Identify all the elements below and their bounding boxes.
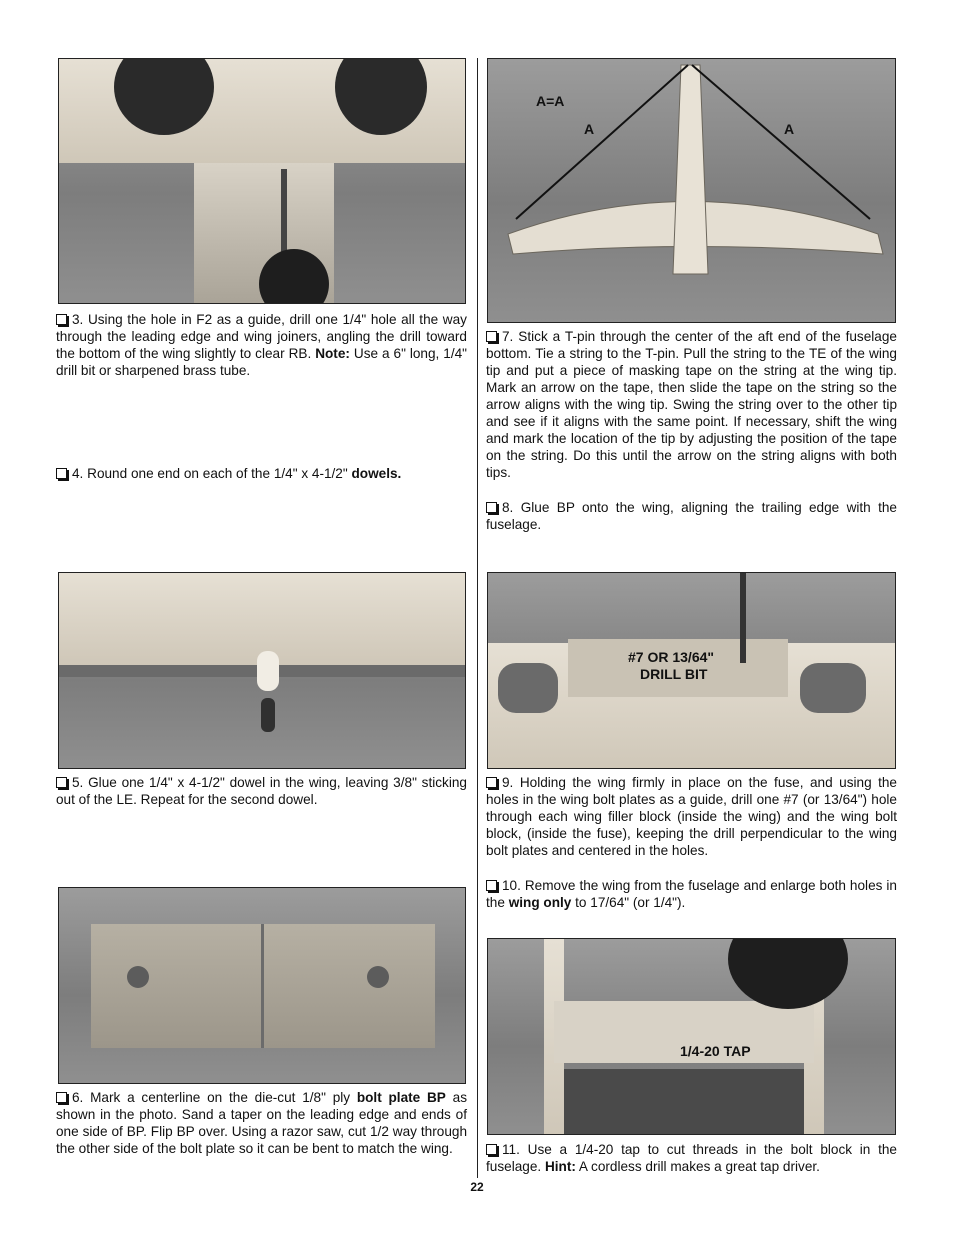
step-6: 6. Mark a centerline on the die-cut 1/8" ply bolt plate BP as shown in the photo. Sand a taper on the leading edge and ends of one side of BP. Flip BP over. Using a razor saw, cut 1/2 way through the other side of the bolt plate so it can be bent to match the wing. bbox=[56, 1090, 467, 1156]
checkbox-step-9[interactable] bbox=[486, 777, 497, 788]
wing-cutout-left bbox=[498, 663, 558, 713]
checkbox-step-4[interactable] bbox=[56, 468, 67, 479]
checkbox-step-5[interactable] bbox=[56, 777, 67, 788]
label-a-left: A bbox=[584, 121, 595, 137]
checkbox-step-11[interactable] bbox=[486, 1144, 497, 1155]
label-a-equals-a: A=A bbox=[536, 93, 565, 109]
photo-bolt-plate bbox=[58, 887, 466, 1084]
step-7: 7. Stick a T-pin through the center of the aft end of the fuselage bottom. Tie a string to the T-pin. Pull the string to the TE of the wing tip and put a piece of masking tape on the string at the wing tip. Mark an arrow on the tape, then slide the tape on the string so the arrow aligns with the wing tip. Swing the string over to the other tip and see if it aligns with the same point. If necessary, shift the wing and mark the location of the tip by adjusting the position of the tape on the string. Do this until the arrow on the string aligns with both tips. bbox=[486, 329, 897, 480]
label-drill-bit: DRILL BIT bbox=[640, 666, 708, 682]
step-5: 5. Glue one 1/4" x 4-1/2" dowel in the wing, leaving 3/8" sticking out of the LE. Repeat for the second dowel. bbox=[56, 775, 467, 807]
step-4: 4. Round one end on each of the 1/4" x 4-1/2" dowels. bbox=[56, 465, 467, 482]
dowel-shadow bbox=[261, 698, 275, 732]
label-drill-bit-size: #7 OR 13/64" bbox=[628, 649, 715, 665]
drill-bit bbox=[740, 573, 746, 663]
centerline bbox=[261, 924, 264, 1048]
cordless-drill bbox=[728, 938, 848, 1009]
label-a-right: A bbox=[784, 121, 795, 137]
checkbox-step-10[interactable] bbox=[486, 880, 497, 891]
wing-cutout-right bbox=[800, 663, 866, 713]
step-10: 10. Remove the wing from the fuselage and enlarge both holes in the wing only to 17/64" (or 1/4"). bbox=[486, 878, 897, 910]
bolt-plate-left bbox=[91, 924, 263, 1048]
checkbox-step-7[interactable] bbox=[486, 331, 497, 342]
step-11: 11. Use a 1/4-20 tap to cut threads in the bolt block in the fuselage. Hint: A cordless drill makes a great tap driver. bbox=[486, 1142, 897, 1174]
checkbox-step-3[interactable] bbox=[56, 314, 67, 325]
page-number: 22 bbox=[470, 1180, 484, 1194]
step-3: 3. Using the hole in F2 as a guide, drill one 1/4" hole all the way through the leading edge and wing joiners, angling the drill toward the bottom of the wing slightly to clear RB. Note: Use a 6" long, 1/4" drill bit or sharpened brass tube. bbox=[56, 312, 467, 378]
photo-wing-alignment bbox=[487, 58, 896, 323]
fuselage-interior bbox=[564, 1069, 804, 1135]
checkbox-step-8[interactable] bbox=[486, 502, 497, 513]
label-tap: 1/4-20 TAP bbox=[680, 1043, 751, 1059]
photo-dowel bbox=[58, 572, 466, 769]
photo-drill-f2 bbox=[58, 58, 466, 304]
bolt-plate-right bbox=[263, 924, 435, 1048]
checkbox-step-6[interactable] bbox=[56, 1092, 67, 1103]
photo-tap bbox=[487, 938, 896, 1135]
bolt-hole-left bbox=[127, 966, 149, 988]
dowel bbox=[257, 651, 279, 691]
step-8: 8. Glue BP onto the wing, aligning the trailing edge with the fuselage. bbox=[486, 500, 897, 532]
column-divider bbox=[477, 58, 478, 1178]
step-9: 9. Holding the wing firmly in place on the fuse, and using the holes in the wing bolt plates as a guide, drill one #7 (or 13/64") hole through each wing filler block (inside the wing) and the wing bolt block, (inside the fuse), keeping the drill perpendicular to the wing bolt plates and centered in the holes. bbox=[486, 775, 897, 858]
bolt-hole-right bbox=[367, 966, 389, 988]
photo-drill-bolt-plate bbox=[487, 572, 896, 769]
